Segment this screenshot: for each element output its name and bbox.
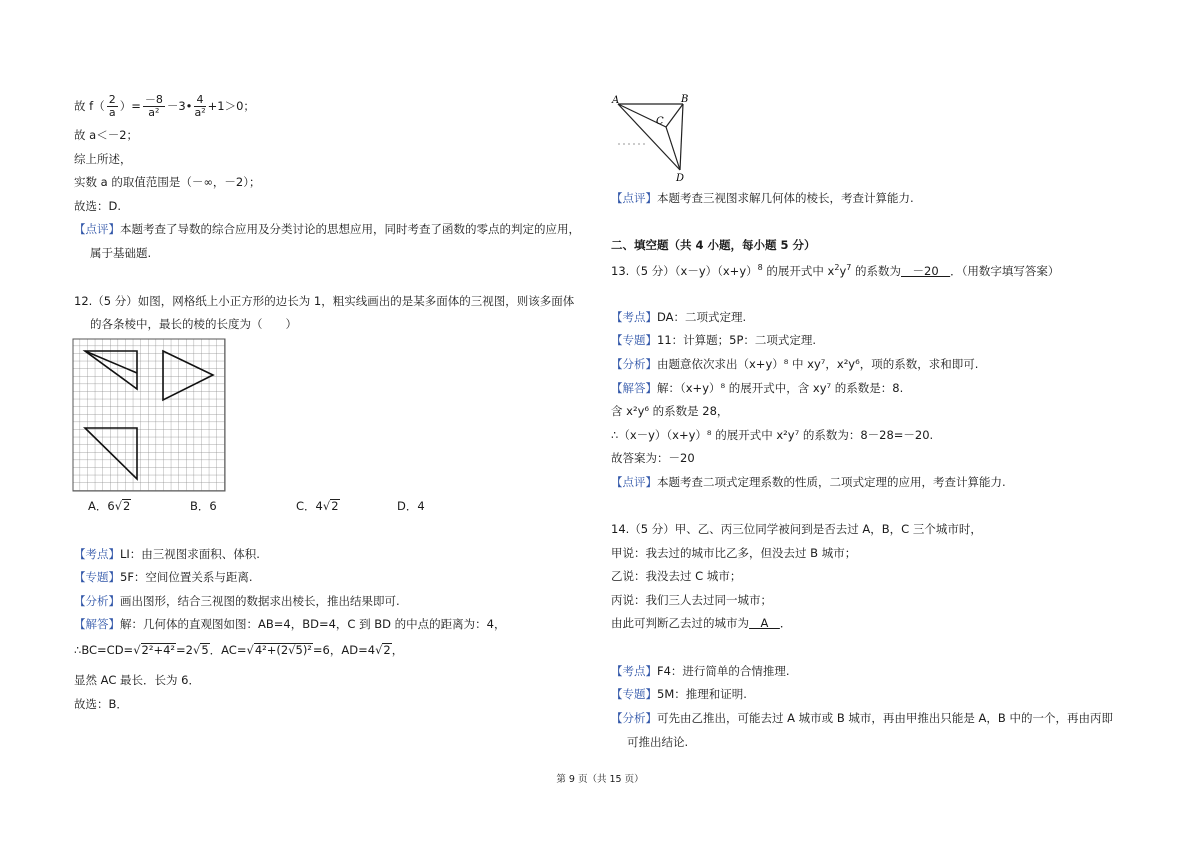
text: －3• <box>166 99 193 113</box>
question-12: 12.（5 分）如图，网格纸上小正方形的边长为 1，粗实线画出的是某多面体的三视图，则该多面体 <box>74 294 575 308</box>
text-line: 乙说：我没去过 C 城市； <box>611 569 742 583</box>
option-d: D．4 <box>397 499 425 513</box>
fraction: $\frac{4}{\text{a²}}$ <box>194 93 206 119</box>
comment-tag: 【点评】 <box>74 222 120 236</box>
label-d: D <box>676 173 685 184</box>
text-line: 故选：B． <box>74 697 128 711</box>
edge-bd <box>680 104 683 170</box>
question-12-cont: 的各条棱中，最长的棱的长度为（ ） <box>90 317 297 331</box>
comment-line: 【点评】本题考查三视图求解几何体的棱长，考查计算能力. <box>611 191 914 205</box>
solid-figure-diagram <box>608 92 698 184</box>
text-line: 综上所述， <box>74 152 132 166</box>
three-view-grid-figure <box>72 338 230 492</box>
text-line: 故 a＜－2； <box>74 128 139 142</box>
option-a: A．6√2 <box>88 499 131 513</box>
text-line: 甲说：我去过的城市比乙多，但没去过 B 城市； <box>611 546 857 560</box>
answer-blank: A <box>749 616 780 630</box>
text-line: 属于基础题. <box>90 246 152 260</box>
text-line: 故答案为：－20 <box>611 451 695 465</box>
zhuanti-line: 【专题】5F：空间位置关系与距离. <box>74 570 253 584</box>
jieda-line: 【解答】解：几何体的直观图如图：AB=4，BD=4，C 到 BD 的中点的距离为：4， <box>74 617 506 631</box>
fenxi-line: 【分析】画出图形，结合三视图的数据求出棱长，推出结果即可. <box>74 594 400 608</box>
fenxi-line: 【分析】可先由乙推出，可能去过 A 城市或 B 城市，再由甲推出只能是 A，B 中的一个，再由丙即 <box>611 711 1113 725</box>
question-14-answer-line: 由此可判断乙去过的城市为 A ． <box>611 616 792 630</box>
kaodian-line: 【考点】DA：二项式定理. <box>611 310 747 324</box>
text-line: ∴（x－y）（x+y）⁸ 的展开式中 x²y⁷ 的系数为：8－28=－20. <box>611 428 934 442</box>
label-a: A <box>612 95 620 106</box>
fraction: $\frac{-8}{\text{a²}}$ <box>144 93 163 119</box>
calculation-line: ∴BC=CD=√2²+4²=2√5．AC=√4²+(2√5)²=6，AD=4√2， <box>74 643 404 657</box>
dianping-line: 【点评】本题考查二项式定理系数的性质，二项式定理的应用，考查计算能力. <box>611 475 1006 489</box>
answer-blank: －20 <box>901 264 951 278</box>
page-footer: 第 9 页（共 15 页） <box>556 774 644 785</box>
text-line: 丙说：我们三人去过同一城市； <box>611 593 772 607</box>
grid-background <box>73 339 225 491</box>
label-b: B <box>681 94 689 105</box>
text: ）= <box>119 99 141 113</box>
zhuanti-line: 【专题】11：计算题；5P：二项式定理. <box>611 333 817 347</box>
text: +1＞0； <box>207 99 255 113</box>
kaodian-line: 【考点】LI：由三视图求面积、体积. <box>74 547 260 561</box>
label-c: C <box>656 116 664 127</box>
text-line: 可推出结论. <box>627 735 689 749</box>
comment-line: 【点评】本题考查了导数的综合应用及分类讨论的思想应用，同时考查了函数的零点的判定的应用， <box>74 222 580 236</box>
edge-ad <box>618 104 680 170</box>
text-line: 实数 a 的取值范围是（－∞，－2）； <box>74 175 261 189</box>
equation-line <box>74 94 255 119</box>
section-title: 二、填空题（共 4 小题，每小题 5 分） <box>611 238 816 252</box>
edge-bc <box>666 104 683 127</box>
edge-cd <box>666 127 680 170</box>
question-13: 13.（5 分）$(x-y)(x+y)^8$ 的展开式中 $x^2y^7$ 的系数为 －20 ．（用数字填写答案） <box>611 263 1060 278</box>
zhuanti-line: 【专题】5M：推理和证明. <box>611 687 747 701</box>
question-14: 14.（5 分）甲、乙、丙三位同学被问到是否去过 A，B，C 三个城市时， <box>611 522 982 536</box>
option-b: B．6 <box>190 499 217 513</box>
text-line: 含 x²y⁶ 的系数是 28， <box>611 404 729 418</box>
fraction: $\frac{2}{a}$ <box>108 93 116 119</box>
option-c: C．4√2 <box>296 499 339 513</box>
kaodian-line: 【考点】F4：进行简单的合情推理. <box>611 664 790 678</box>
jieda-line: 【解答】解：（x+y）⁸ 的展开式中，含 xy⁷ 的系数是：8. <box>611 381 904 395</box>
text: 故 f（ <box>74 99 105 113</box>
fenxi-line: 【分析】由题意依次求出（x+y）⁸ 中 xy⁷，x²y⁶，项的系数，求和即可. <box>611 357 979 371</box>
text-line: 故选：D. <box>74 199 122 213</box>
text-line: 显然 AC 最长．长为 6． <box>74 673 200 687</box>
